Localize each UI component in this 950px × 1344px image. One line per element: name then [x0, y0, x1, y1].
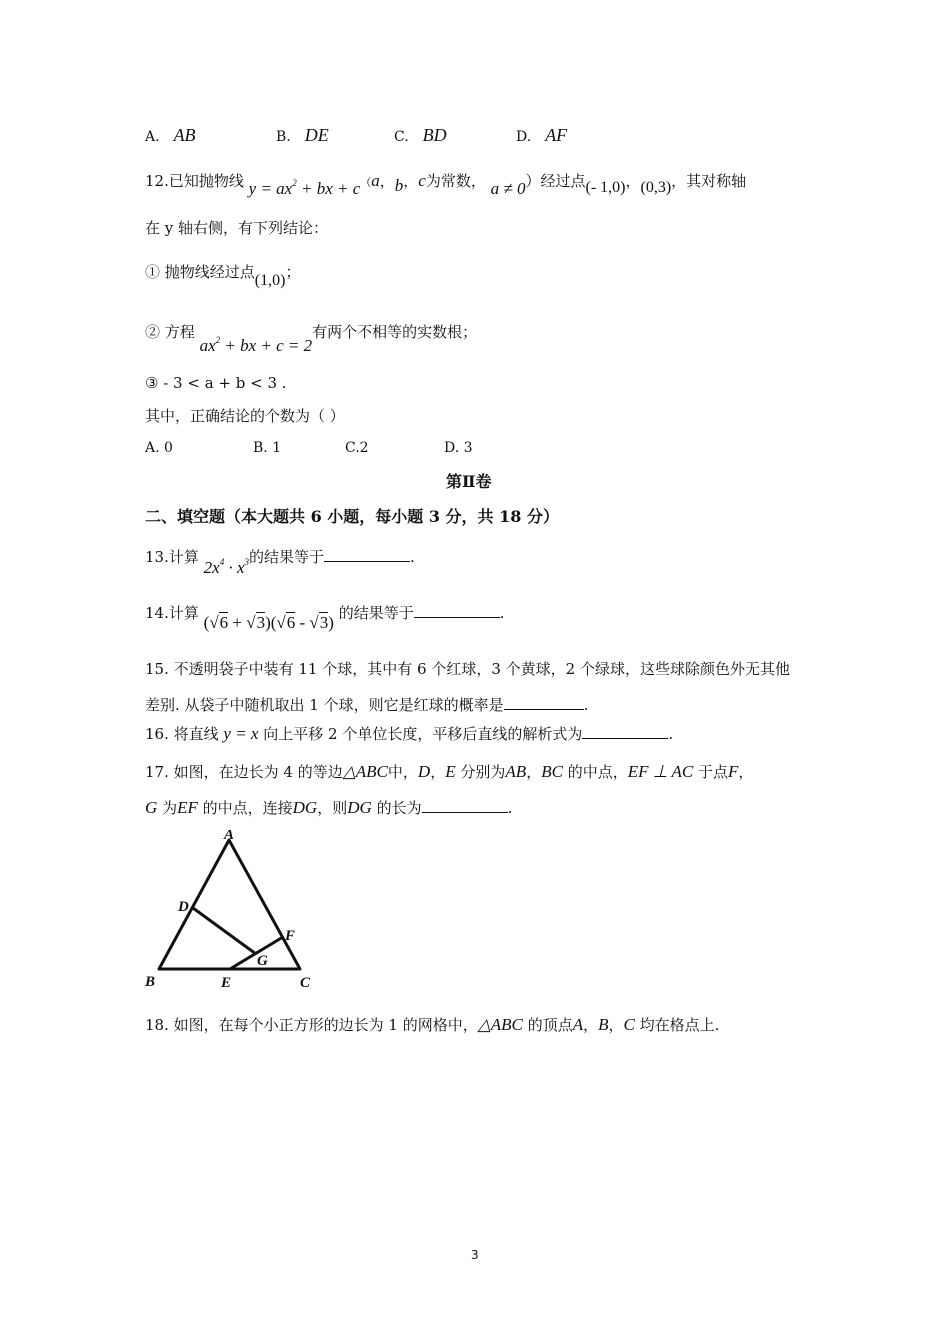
q12-question: 其中，正确结论的个数为（ ） [145, 407, 345, 425]
label-d: D [178, 899, 189, 915]
label-b: B [145, 974, 156, 990]
page-number: 3 [471, 1248, 479, 1262]
segment-dg [193, 908, 256, 954]
label-a: A [224, 830, 235, 843]
q12-stem-line2: 在 y 轴右侧，有下列结论： [145, 219, 329, 237]
q11-option-b: B. DE [276, 125, 329, 145]
q15-line2: 差别. 从袋子中随机取出 1 个球，则它是红球的概率是 . [145, 696, 589, 714]
q11-option-a: A. AB [145, 125, 196, 145]
label-e: E [221, 975, 232, 991]
q12-conclusion-3: ③ - 3 < a + b < 3 . [145, 374, 287, 392]
q12-conclusion-2: ② 方程 $ax^2$ + bx + c = 2有两个不相等的实数根； [145, 323, 478, 355]
q12-option-a: A. 0 [145, 440, 173, 456]
label-g: G [257, 953, 268, 969]
q15-line1: 15. 不透明袋子中装有 11 个球，其中有 6 个红球，3 个黄球，2 个绿球，这些球除颜色外无其他 [145, 660, 790, 678]
q12-stem: 12.已知抛物线 $y = ax^2$ + bx + c（a，b，c为常数， a ≠ 0）经过点(- 1,0)，(0,3)，其对称轴 [145, 171, 747, 198]
section-header: 二、填空题（本大题共 6 小题，每小题 3 分，共 18 分） [145, 507, 559, 526]
q11-option-d: D. AF [516, 125, 568, 145]
label-f: F [285, 928, 296, 944]
q17-line1: 17. 如图，在边长为 4 的等边△ABC中，D，E 分别为AB，BC 的中点，EF ⊥ AC 于点F， [145, 762, 754, 781]
section-title: 第Ⅱ卷 [446, 472, 492, 491]
q17-line2: G 为EF 的中点，连接DG，则DG 的长为 . [145, 798, 513, 817]
q16: 16. 将直线 y = x 向上平移 2 个单位长度，平移后直线的解析式为 . [145, 724, 674, 743]
q12-option-b: B. 1 [253, 440, 282, 456]
q14: 14.计算 (√6 + √3)(√6 - √3) 的结果等于 . [145, 604, 505, 632]
q18: 18. 如图，在每个小正方形的边长为 1 的网格中，△ABC 的顶点A，B，C 均在格点上. [145, 1015, 720, 1034]
q12-option-c: C.2 [345, 440, 369, 456]
label-c: C [300, 975, 311, 991]
q12-conclusion-1: ① 抛物线经过点(1,0)； [145, 263, 301, 289]
q13: 13.计算 $2x^4 \cdot x^3$的结果等于 . [145, 548, 415, 577]
q12-option-d: D. 3 [444, 440, 473, 456]
q11-option-c: C. BD [394, 125, 447, 145]
triangle-figure [140, 830, 340, 995]
